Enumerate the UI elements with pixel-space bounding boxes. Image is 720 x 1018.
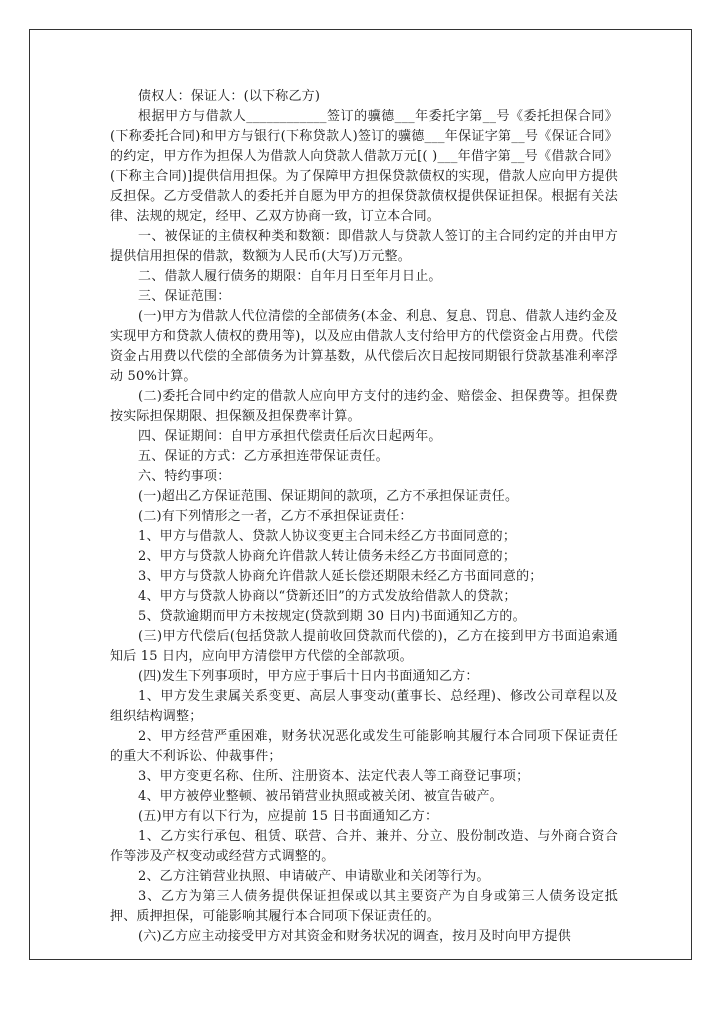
clause-6-2-item: 2、甲方与贷款人协商允许借款人转让债务未经乙方书面同意的； <box>138 549 517 564</box>
clause-6-5: (五)甲方有以下行为，应提前 15 日书面通知乙方： <box>138 809 439 824</box>
clause-6-5-item: 1、乙方实行承包、租赁、联营、合并、兼并、分立、股份制改造、与外商合资合作等涉及产权变动或经营方式调整的。 <box>110 829 618 864</box>
clause-6-2-item: 1、甲方与借款人、贷款人协议变更主合同未经乙方书面同意的； <box>138 529 517 544</box>
document-body <box>110 87 618 947</box>
clause-6-5-item: 2、乙方注销营业执照、申请破产、申请歇业和关闭等行为。 <box>138 869 490 884</box>
clause-6-2: (二)有下列情形之一者，乙方不承担保证责任： <box>138 509 413 524</box>
clause-3-heading: 三、保证范围： <box>138 289 231 304</box>
clause-6-3: (三)甲方代偿后(包括贷款人提前收回贷款而代偿的)，乙方在接到甲方书面追索通知后 15 日内，应向甲方清偿甲方代偿的全部款项。 <box>110 629 618 664</box>
clause-6-2-item: 4、甲方与贷款人协商以“贷新还旧”的方式发放给借款人的贷款； <box>138 589 517 604</box>
clause-1: 一、被保证的主债权种类和数额：即借款人与贷款人签订的主合同约定的并由甲方提供信用担保的借款，数额为人民币(大写)万元整。 <box>110 229 618 264</box>
clause-3-2: (二)委托合同中约定的借款人应向甲方支付的违约金、赔偿金、担保费等。担保费按实际担保期限、担保额及担保费率计算。 <box>110 389 618 424</box>
clause-6-2-item: 3、甲方与贷款人协商允许借款人延长偿还期限未经乙方书面同意的； <box>138 569 543 584</box>
clause-3-1: (一)甲方为借款人代位清偿的全部债务(本金、利息、复息、罚息、借款人违约金及实现甲方和贷款人债权的费用等)，以及应由借款人支付给甲方的代偿资金占用费。代偿资金占用费以代偿的全部债务为计算基数，从代偿后次日起按同期银行贷款基准利率浮动 50%计算。 <box>110 309 618 384</box>
clause-4: 四、保证期间：自甲方承担代偿责任后次日起两年。 <box>138 429 442 444</box>
clause-6-4-item: 3、甲方变更名称、住所、注册资本、法定代表人等工商登记事项； <box>138 769 530 784</box>
preamble-paragraph: 根据甲方与借款人____________签订的骥德___年委托字第__号《委托担保合同》(下称委托合同)和甲方与银行(下称贷款人)签订的骥德___年保证字第__号《保证合同》的约定，甲方作为担保人为借款人向贷款人借款万元[( )___年借字第__号《借款合同》(下称主合同)]提供信用担保。为了保障甲方担保贷款债权的实现，借款人应向甲方提供反担保。乙方受借款人的委托并自愿为甲方的担保贷款债权提供保证担保。根据有关法律、法规的规定，经甲、乙双方协商一致，订立本合同。 <box>110 109 618 224</box>
clause-6-4-item: 1、甲方发生隶属关系变更、高层人事变动(董事长、总经理)、修改公司章程以及组织结构调整； <box>110 689 618 724</box>
clause-6-heading: 六、特约事项： <box>138 469 231 484</box>
clause-6-1: (一)超出乙方保证范围、保证期间的款项，乙方不承担保证责任。 <box>138 489 519 504</box>
clause-6-4-item: 2、甲方经营严重困难，财务状况恶化或发生可能影响其履行本合同项下保证责任的重大不利诉讼、仲裁事件； <box>110 729 618 764</box>
clause-6-4: (四)发生下列事项时，甲方应于事后十日内书面通知乙方： <box>138 669 479 684</box>
clause-6-6: (六)乙方应主动接受甲方对其资金和财务状况的调查，按月及时向甲方提供 <box>138 929 571 944</box>
clause-2: 二、借款人履行债务的期限：自年月日至年月日止。 <box>138 269 442 284</box>
clause-6-5-item: 3、乙方为第三人债务提供保证担保或以其主要资产为自身或第三人债务设定抵押、质押担保，可能影响其履行本合同项下保证责任的。 <box>110 889 618 924</box>
clause-6-2-item: 5、贷款逾期而甲方未按规定(贷款到期 30 日内)书面通知乙方的。 <box>138 609 526 624</box>
clause-5: 五、保证的方式：乙方承担连带保证责任。 <box>138 449 389 464</box>
heading-parties: 债权人：保证人：(以下称乙方) <box>138 89 321 104</box>
clause-6-4-item: 4、甲方被停业整顿、被吊销营业执照或被关闭、被宣告破产。 <box>138 789 503 804</box>
